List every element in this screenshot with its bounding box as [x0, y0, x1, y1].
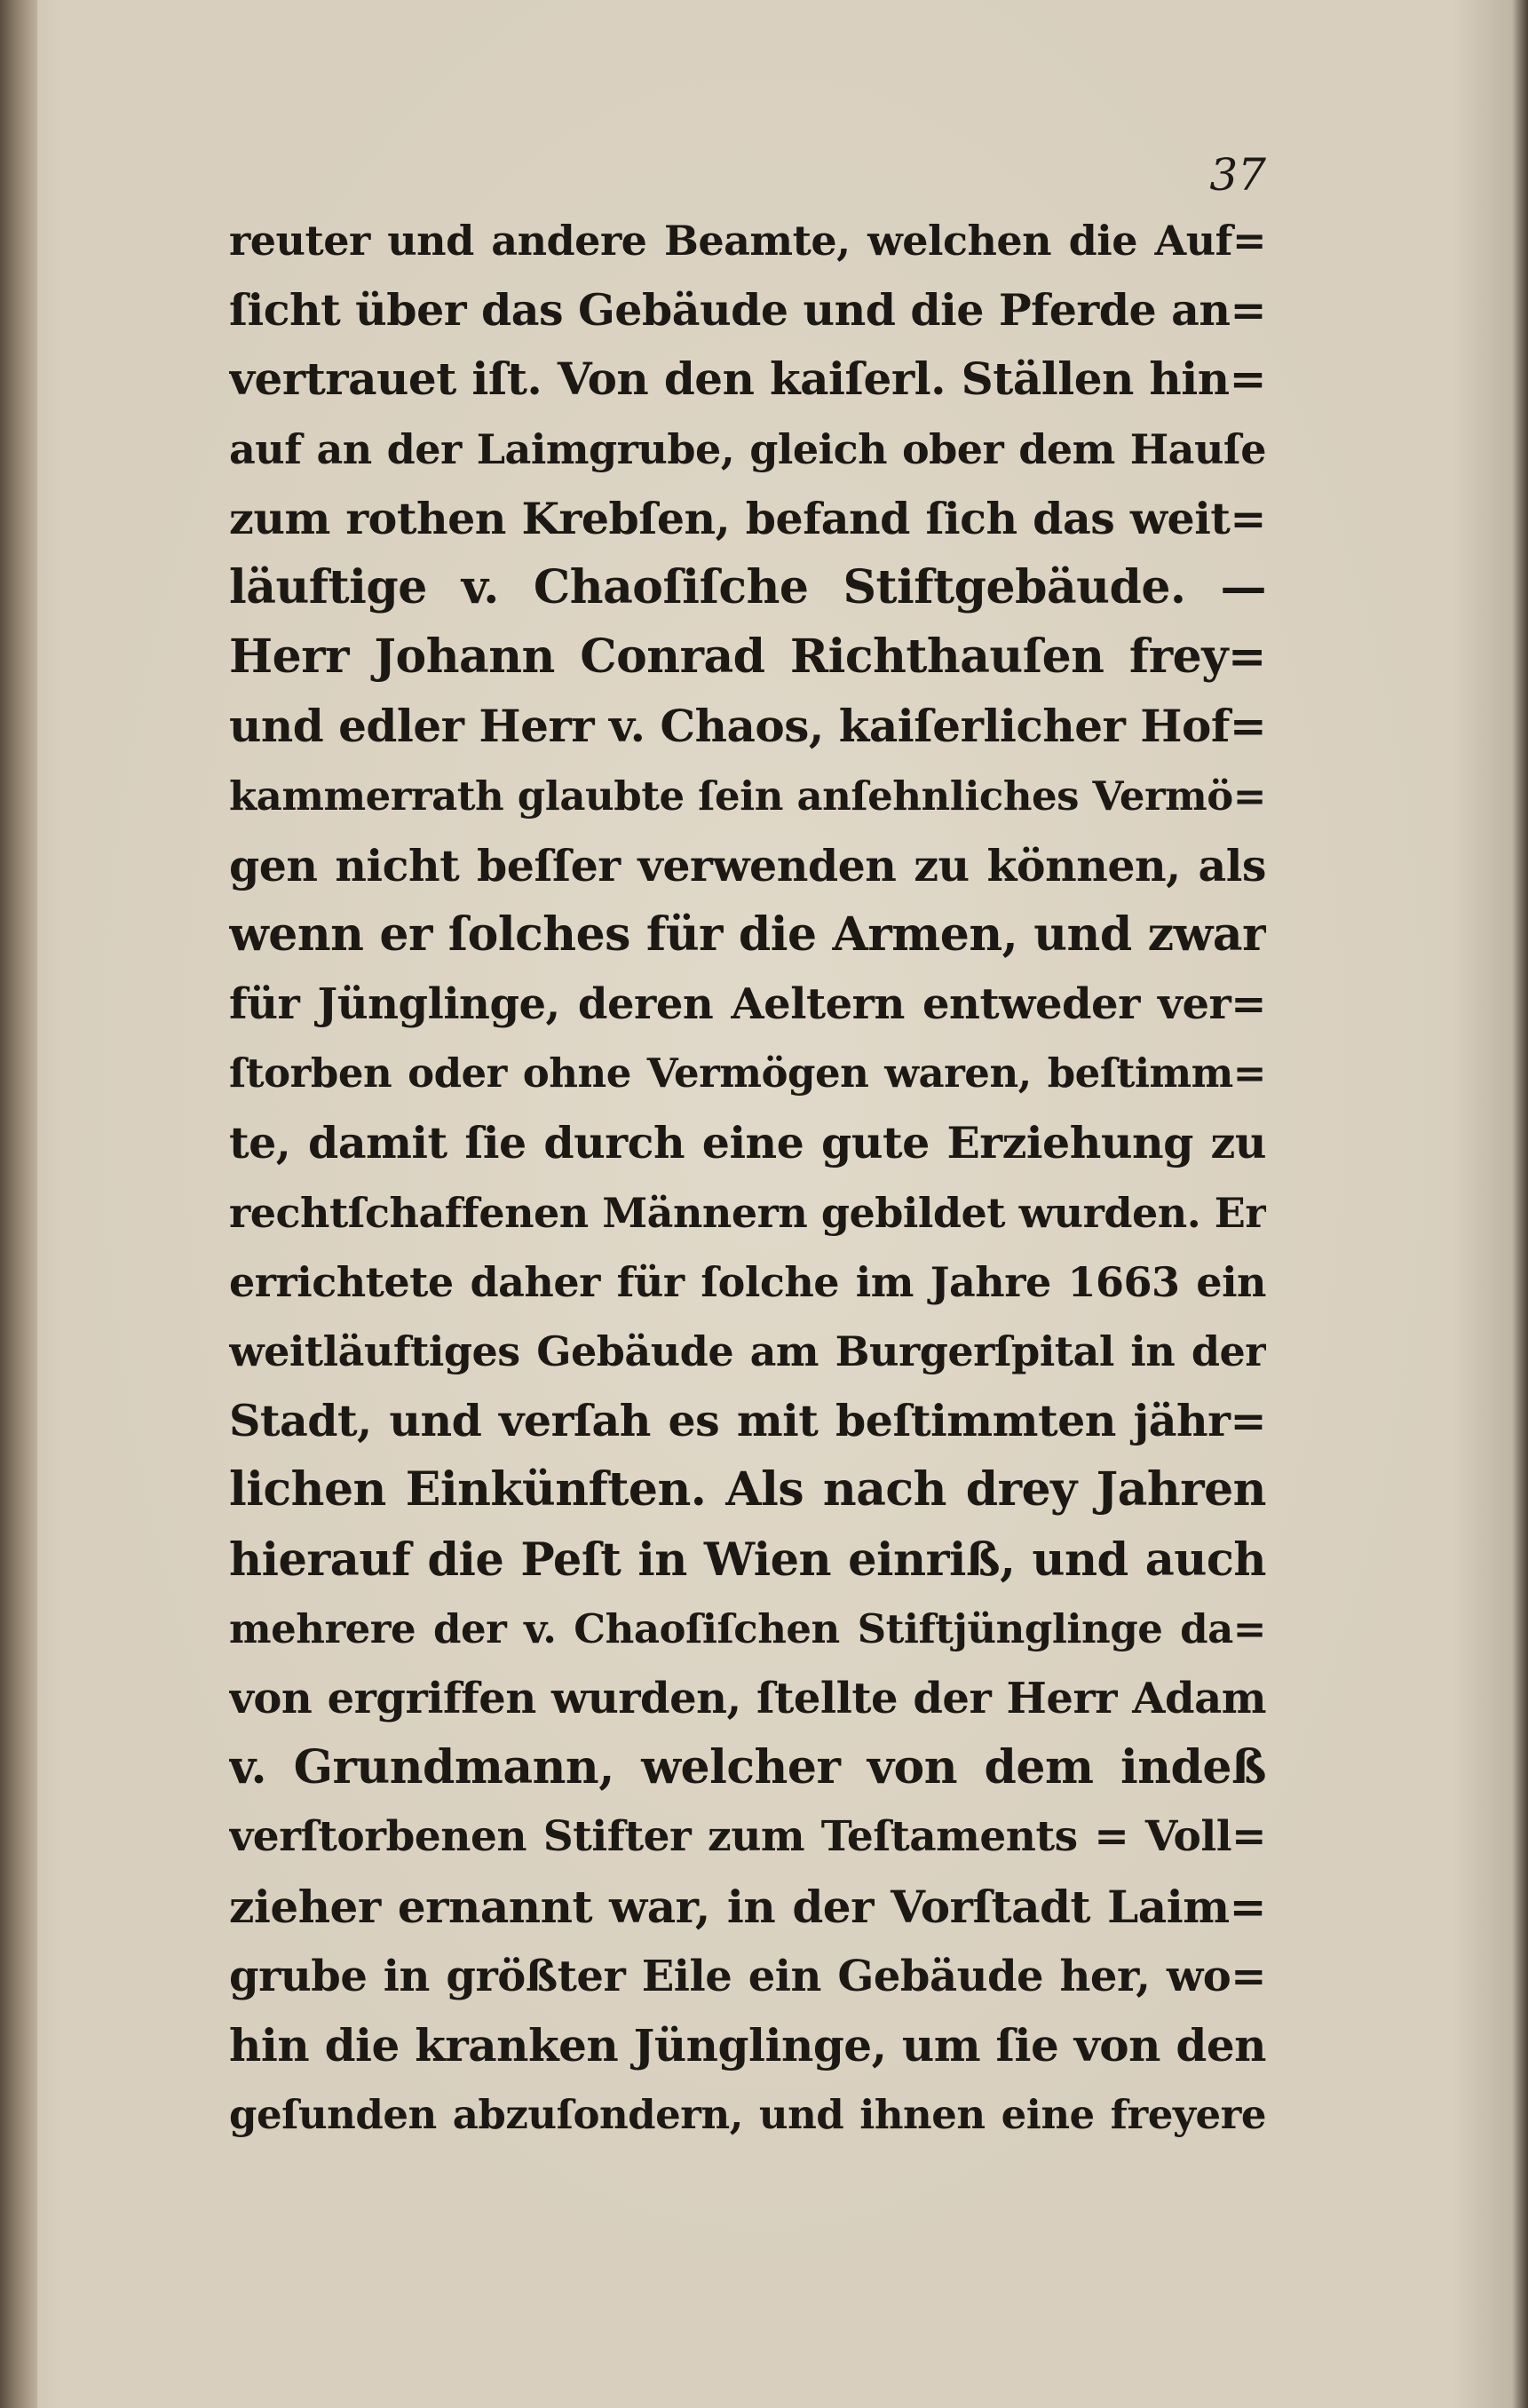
text-line: te, damit ſie durch eine gute Erziehung zu: [229, 1117, 1266, 1169]
text-line: vertrauet iſt. Von den kaiſerl. Ställen hin=: [229, 352, 1266, 406]
text-line: verſtorbenen Stifter zum Teſtaments = Voll=: [229, 1812, 1266, 1862]
text-line: kammerrath glaubte ſein anſehnliches Vermö=: [229, 772, 1266, 820]
text-line: hin die kranken Jünglinge, um ſie von den: [229, 2018, 1266, 2071]
text-line: reuter und andere Beamte, welchen die Auf=: [229, 217, 1266, 265]
text-line: zum rothen Krebſen, befand ſich das weit=: [229, 492, 1266, 544]
text-line: rechtſchaffenen Männern gebildet wurden. Er: [229, 1188, 1266, 1237]
text-line: v. Grundmann, welcher von dem indeß: [229, 1740, 1266, 1795]
text-line: wenn er ſolches für die Armen, und zwar: [229, 907, 1266, 962]
text-line: ſicht über das Gebäude und die Pferde an=: [229, 284, 1266, 337]
text-line: von ergriffen wurden, ſtellte der Herr Adam: [229, 1673, 1266, 1723]
text-line: für Jünglinge, deren Aeltern entweder ver=: [229, 979, 1266, 1030]
text-line: grube in größter Eile ein Gebäude her, wo=: [229, 1951, 1266, 2001]
text-line: geſunden abzuſondern, und ihnen eine freyere: [229, 2091, 1266, 2139]
text-line: und edler Herr v. Chaos, kaiſerlicher Hof=: [229, 700, 1266, 753]
text-line: ſtorben oder ohne Vermögen waren, beſtimm=: [229, 1050, 1266, 1097]
text-line: Herr Johann Conrad Richthauſen frey=: [229, 630, 1266, 685]
text-line: zieher ernannt war, in der Vorſtadt Laim=: [229, 1880, 1266, 1933]
text-line: auf an der Laimgrube, gleich ober dem Hauſe: [229, 424, 1266, 473]
text-line: hierauf die Peſt in Wien einriß, und auch: [229, 1533, 1266, 1587]
text-line: weitläuftiges Gebäude am Burgerſpital in der: [229, 1327, 1266, 1375]
text-line: Stadt, und verſah es mit beſtimmten jähr=: [229, 1395, 1266, 1447]
text-line: läuftige v. Chaoſiſche Stiftgebäude. —: [229, 559, 1266, 614]
text-line: errichtete daher für ſolche im Jahre 1663 ein: [229, 1257, 1266, 1306]
book-spine-edge: [0, 0, 37, 2408]
text-line: lichen Einkünften. Als nach drey Jahren: [229, 1462, 1266, 1517]
page-right-edge: [1512, 0, 1528, 2408]
body-text: [229, 206, 1266, 2150]
text-line: gen nicht beſſer verwenden zu können, als: [229, 839, 1266, 891]
page-number: 37: [1209, 149, 1266, 201]
text-line: mehrere der v. Chaoſiſchen Stiftjünglinge da=: [229, 1604, 1266, 1652]
